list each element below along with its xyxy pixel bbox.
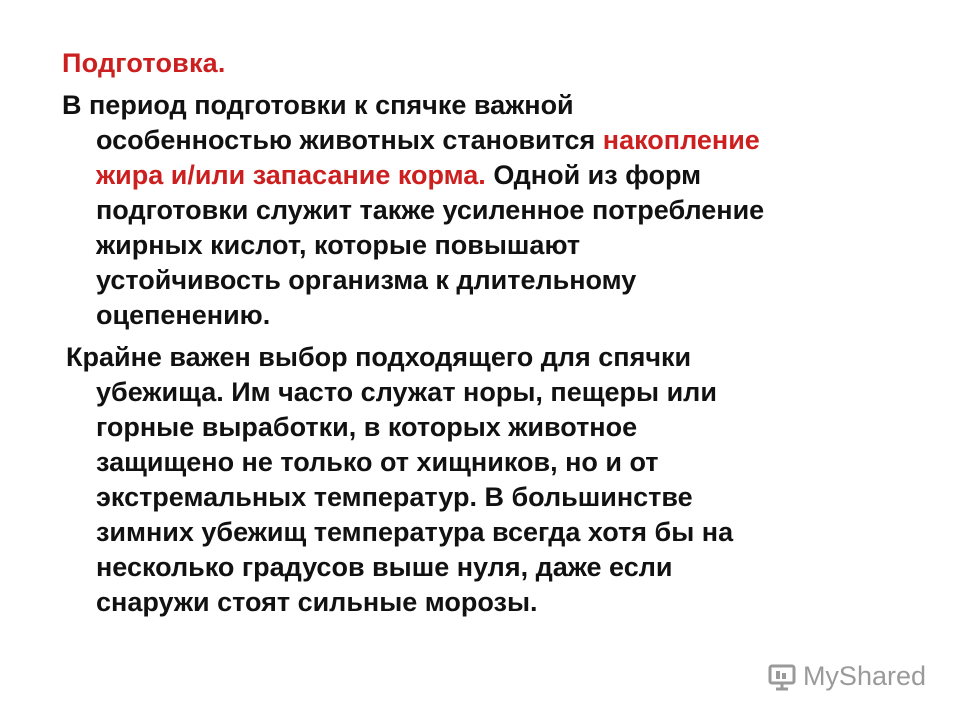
text-line — [62, 193, 892, 228]
text-segment: зимних убежищ температура всегда хотя бы на — [96, 517, 734, 547]
text-line — [62, 515, 892, 550]
text-segment: горные выработки, в которых животное — [96, 412, 638, 442]
text-segment: Крайне важен выбор подходящего для спячки — [66, 342, 692, 372]
text-segment: убежища. Им часто служат норы, пещеры или — [96, 377, 717, 407]
text-segment: жирных кислот, которые повышают — [96, 230, 581, 260]
watermark — [767, 661, 926, 692]
text-line — [62, 410, 892, 445]
text-segment: снаружи стоят сильные морозы. — [96, 587, 538, 617]
text-line — [62, 375, 892, 410]
text-segment: оцепенению. — [96, 300, 271, 330]
text-segment: особенностью животных становится — [96, 125, 603, 155]
text-line — [62, 88, 892, 123]
text-line — [62, 340, 892, 375]
text-segment: В период подготовки к спячке важной — [62, 90, 574, 120]
text-segment: Одной из форм — [485, 160, 702, 190]
text-line — [62, 445, 892, 480]
text-line — [62, 298, 892, 333]
text-segment: защищено не только от хищников, но и от — [96, 447, 659, 477]
presentation-board-icon — [767, 662, 797, 692]
highlight-food-storage: жира и/или запасание корма. — [96, 160, 486, 190]
highlight-fat-accumulation: накопление — [602, 125, 760, 155]
paragraph-shelter — [62, 340, 892, 620]
text-segment: несколько градусов выше нуля, даже если — [96, 552, 673, 582]
text-line — [62, 263, 892, 298]
text-line — [62, 480, 892, 515]
text-segment: подготовки служит также усиленное потребление — [96, 195, 765, 225]
text-line — [62, 123, 892, 158]
watermark-text: MyShared — [802, 661, 926, 691]
text-line — [62, 585, 892, 620]
text-line — [62, 228, 892, 263]
text-segment: устойчивость организма к длительному — [96, 265, 637, 295]
text-line — [62, 158, 892, 193]
text-line — [62, 550, 892, 585]
section-heading: Подготовка. — [62, 48, 226, 78]
text-segment: экстремальных температур. В большинстве — [96, 482, 693, 512]
paragraph-preparation — [62, 88, 892, 333]
